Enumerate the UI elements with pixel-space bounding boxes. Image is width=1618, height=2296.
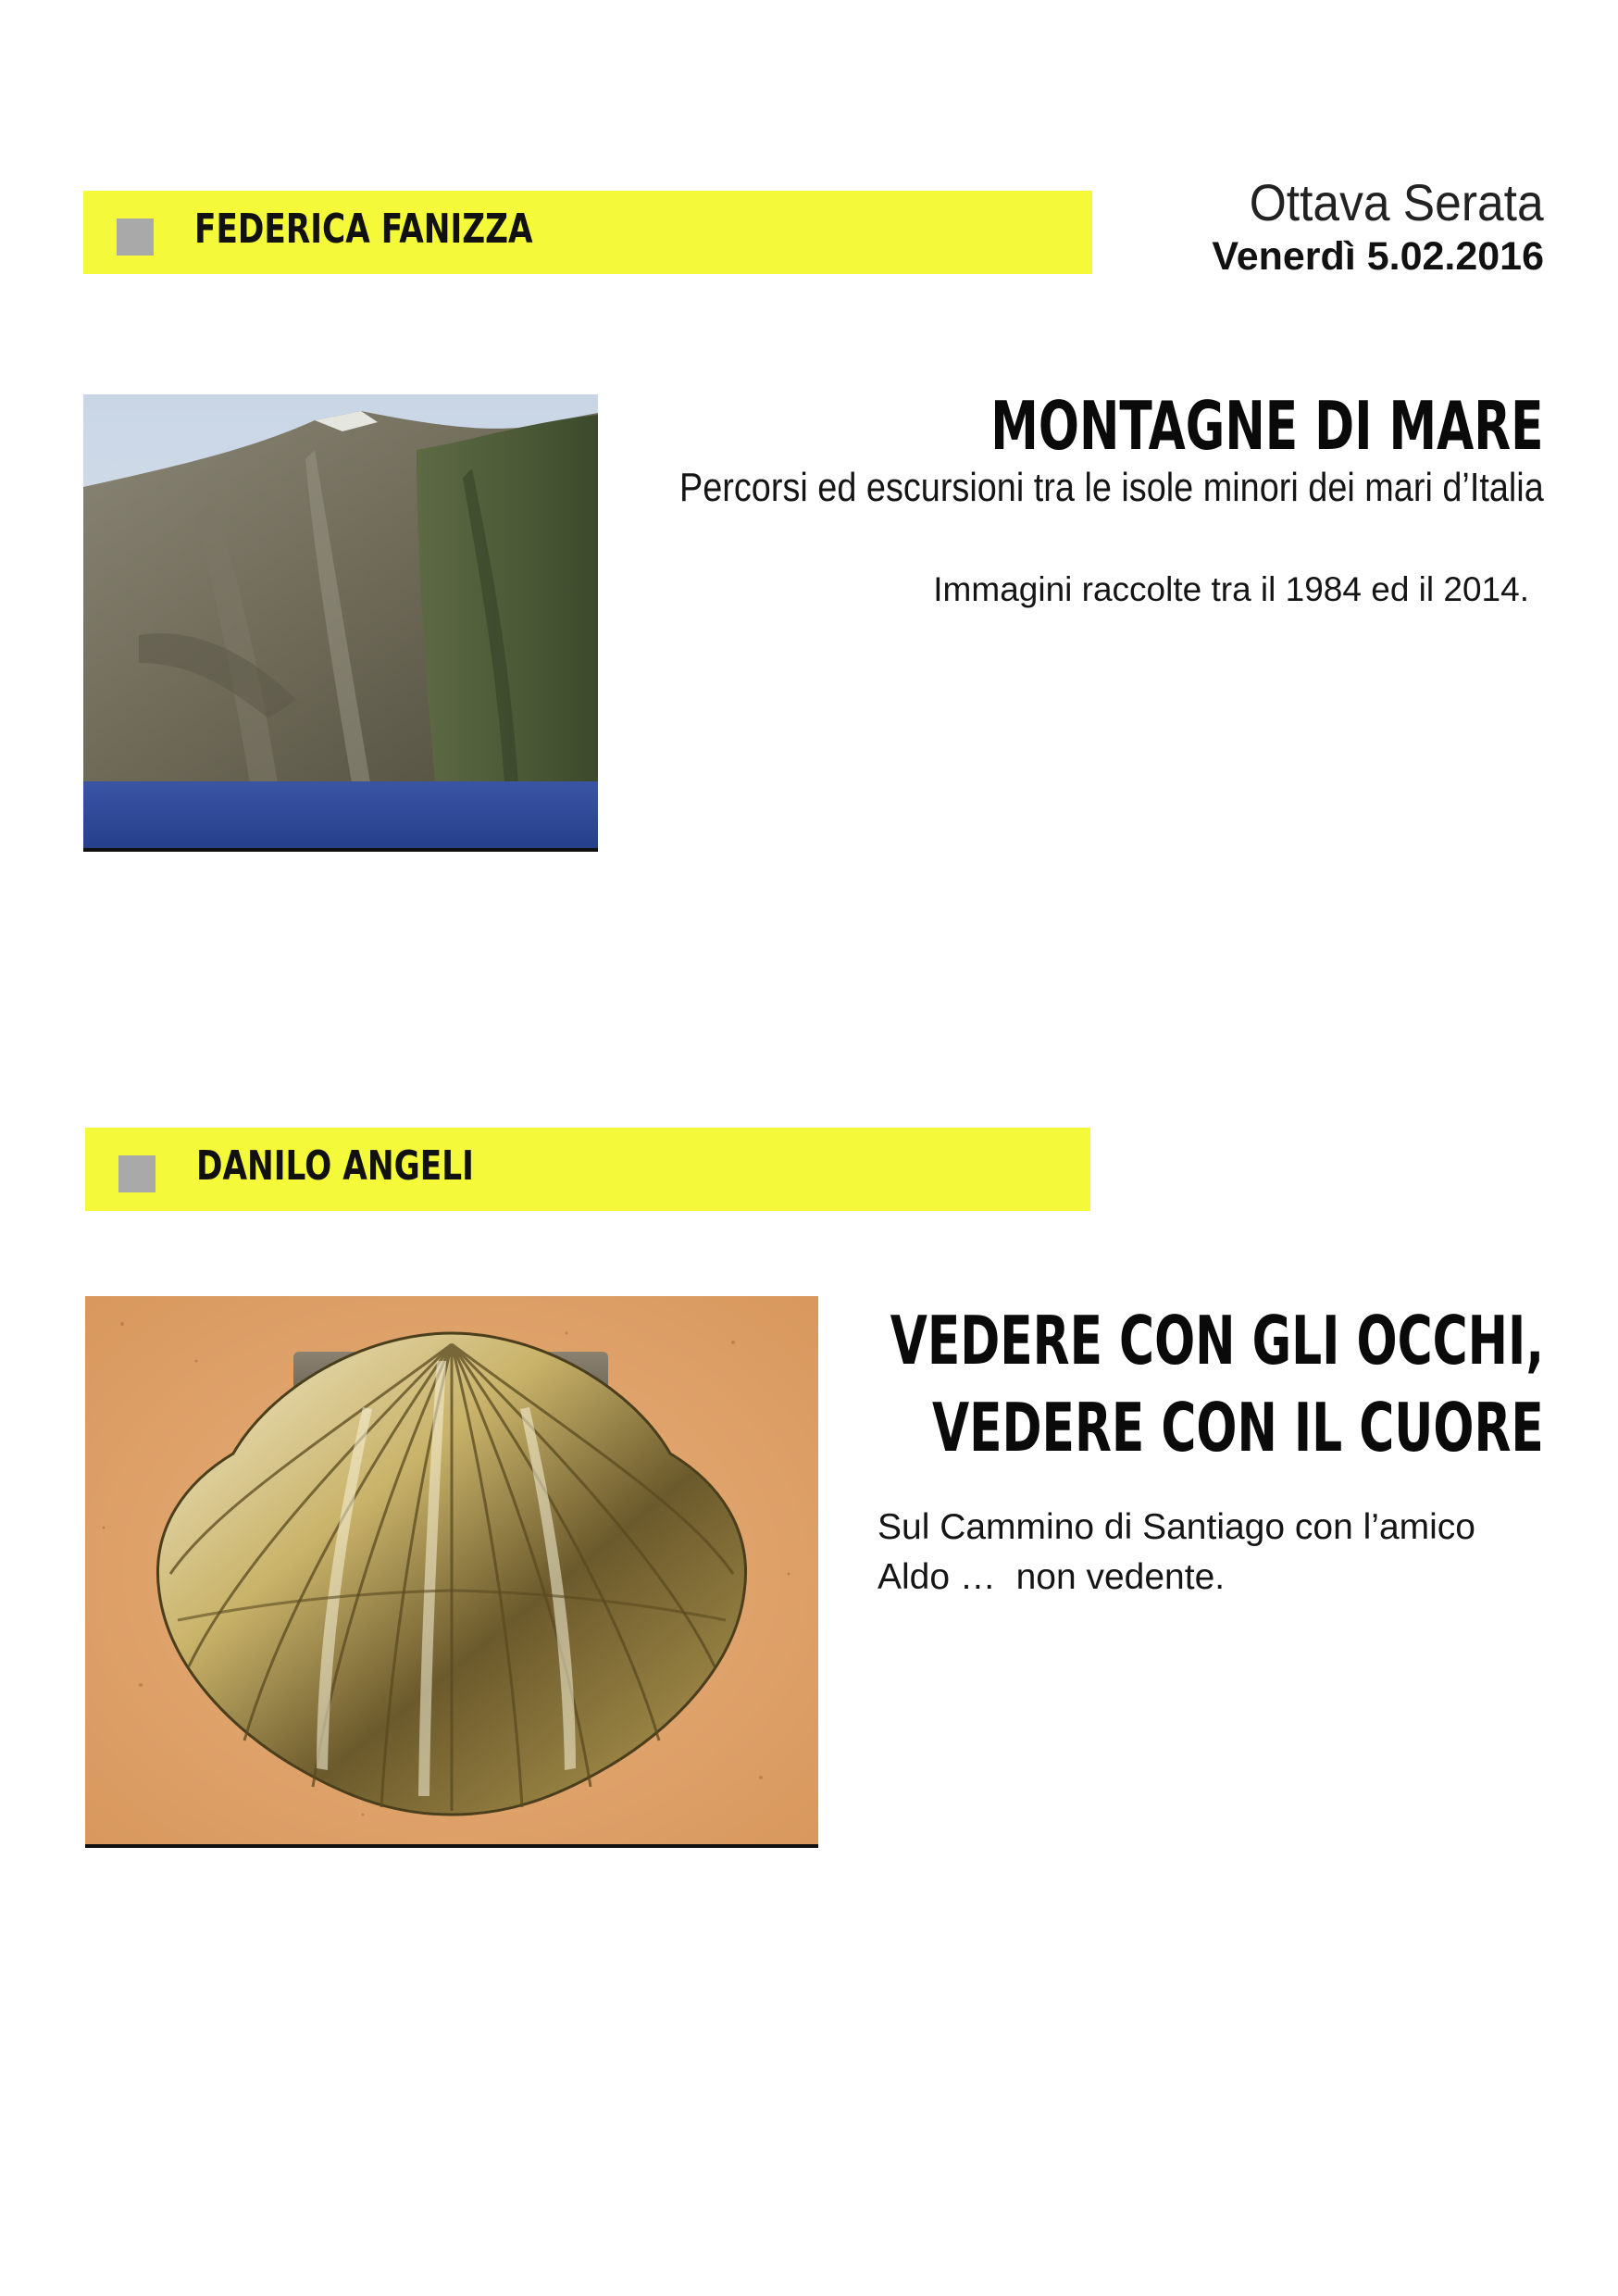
bullet-square-icon xyxy=(118,1155,156,1192)
speaker-bar-fanizza xyxy=(83,191,1092,274)
event-heading xyxy=(1212,172,1544,280)
bullet-square-icon xyxy=(117,218,154,256)
island-illustration xyxy=(83,394,598,852)
talk-title-line1: VEDERE CON GLI OCCHI, xyxy=(890,1302,1544,1379)
talk-title: MONTAGNE DI MARE xyxy=(990,387,1544,465)
speaker-bar-angeli xyxy=(85,1128,1090,1211)
event-title: Ottava Serata xyxy=(1250,173,1544,231)
speaker-name: DANILO ANGELI xyxy=(196,1142,474,1190)
talk-description-line1: Sul Cammino di Santiago con l’amico xyxy=(877,1507,1475,1547)
talk-note: Immagini raccolte tra il 1984 ed il 2014. xyxy=(933,570,1529,608)
event-date: Venerdì 5.02.2016 xyxy=(1212,234,1544,279)
talk-description-line2: Aldo … non vedente. xyxy=(877,1557,1226,1597)
speaker-name: FEDERICA FANIZZA xyxy=(194,206,533,253)
talk-title-line2: VEDERE CON IL CUORE xyxy=(932,1389,1544,1466)
photo-volcanic-island xyxy=(83,394,598,852)
talk-subtitle: Percorsi ed escursioni tra le isole minori dei mari d’Italia xyxy=(679,465,1544,510)
scallop-shell-illustration xyxy=(85,1296,818,1848)
photo-scallop-shell xyxy=(85,1296,818,1848)
